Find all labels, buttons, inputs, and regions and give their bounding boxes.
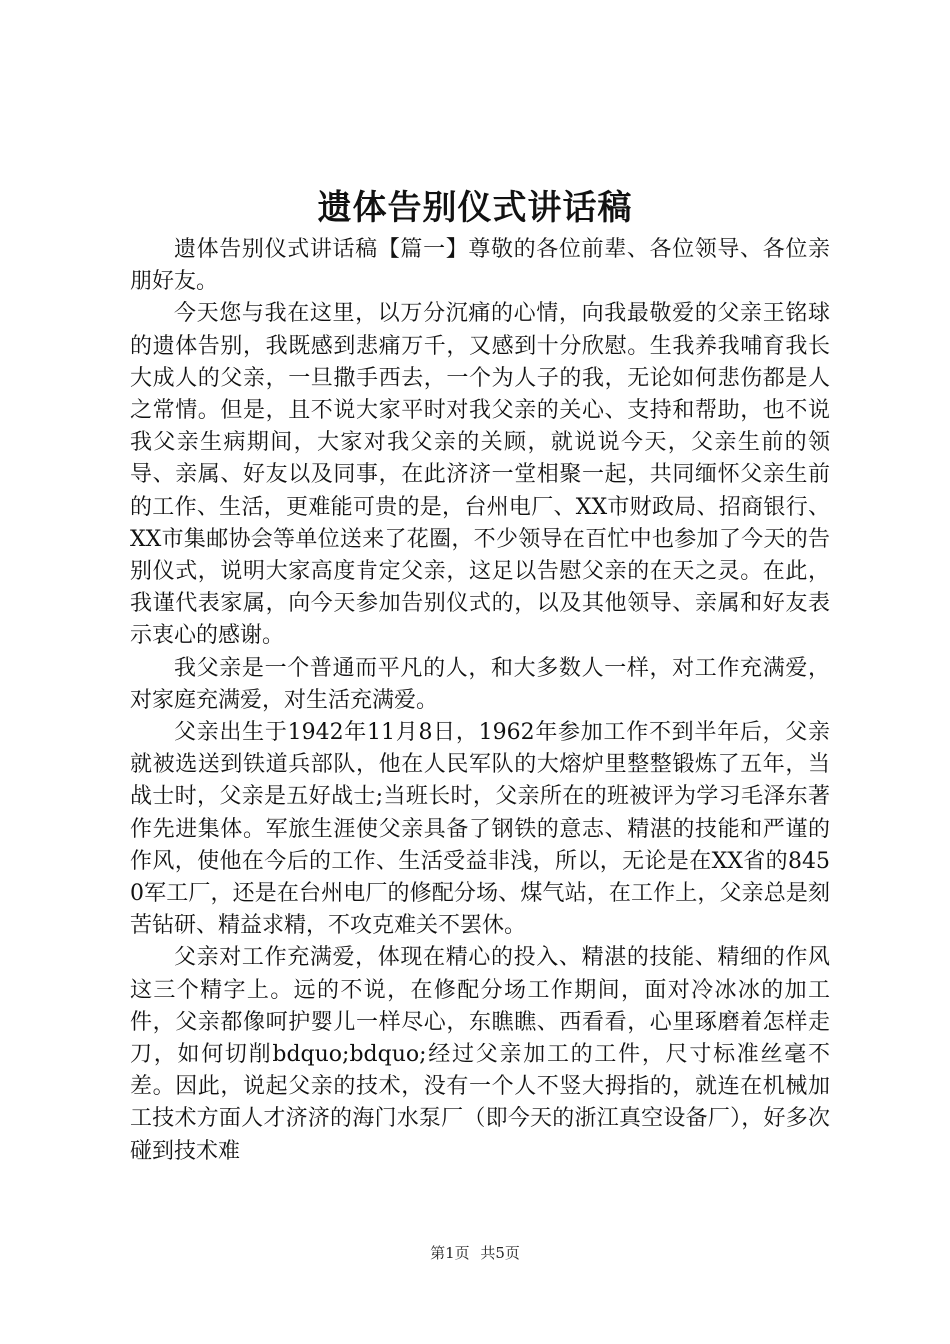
paragraph-4: 父亲出生于1942年11月8日，1962年参加工作不到半年后，父亲就被选送到铁道兵部队，他在人民军队的大熔炉里整整锻炼了五年，当战士时，父亲是五好战士;当班长时，父亲所在的班被评为学习毛泽东著作先进集体。军旅生涯使父亲具备了钢铁的意志、精湛的技能和严谨的作风，使他在今后的工作、生活受益非浅，所以，无论是在XX省的8450军工厂，还是在台州电厂的修配分场、煤气站，在工作上，父亲总是刻苦钻研、精益求精，不攻克难关不罢休。 xyxy=(130,720,830,939)
paragraph-1: 遗体告别仪式讲话稿【篇一】尊敬的各位前辈、各位领导、各位亲朋好友。 xyxy=(130,237,830,295)
page-footer xyxy=(0,1242,950,1264)
page-number: 第1页 xyxy=(430,1244,470,1262)
paragraph-5: 父亲对工作充满爱，体现在精心的投入、精湛的技能、精细的作风这三个精字上。远的不说，在修配分场工作期间，面对冷冰冰的加工件，父亲都像呵护婴儿一样尽心，东瞧瞧、西看看，心里琢磨着怎样走刀，如何切削bdquo;bdquo;经过父亲加工的工件，尺寸标准丝毫不差。因此，说起父亲的技术，没有一个人不竖大拇指的，就连在机械加工技术方面人才济济的海门水泵厂（即今天的浙江真空设备厂），好多次碰到技术难 xyxy=(130,945,830,1164)
paragraph-3: 我父亲是一个普通而平凡的人，和大多数人一样，对工作充满爱，对家庭充满爱，对生活充满爱。 xyxy=(130,655,830,713)
paragraph-2: 今天您与我在这里，以万分沉痛的心情，向我最敬爱的父亲王铭球的遗体告别，我既感到悲痛万千，又感到十分欣慰。生我养我哺育我长大成人的父亲，一旦撒手西去，一个为人子的我，无论如何悲伤都是人之常情。但是，且不说大家平时对我父亲的关心、支持和帮助，也不说我父亲生病期间，大家对我父亲的关顾，就说说今天，父亲生前的领导、亲属、好友以及同事，在此济济一堂相聚一起，共同缅怀父亲生前的工作、生活，更难能可贵的是，台州电厂、XX市财政局、招商银行、XX市集邮协会等单位送来了花圈，不少领导在百忙中也参加了今天的告别仪式，说明大家高度肯定父亲，这足以告慰父亲的在天之灵。在此，我谨代表家属，向今天参加告别仪式的，以及其他领导、亲属和好友表示衷心的感谢。 xyxy=(130,301,830,649)
document-title: 遗体告别仪式讲话稿 xyxy=(317,188,633,228)
document-body xyxy=(130,234,830,1168)
page-total: 共5页 xyxy=(480,1244,520,1262)
